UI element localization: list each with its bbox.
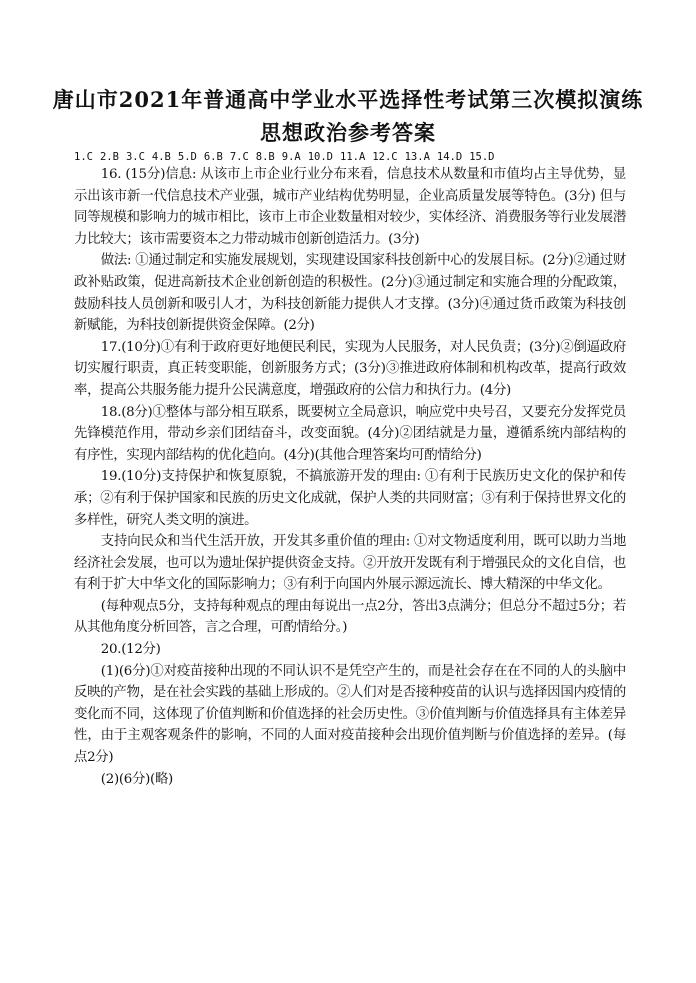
answer-item: 12.C [372,151,398,163]
answer-item: 4.B [151,151,171,163]
answer-item: 2.B [99,151,119,163]
answer-paragraph-q20-part2: (2)(6分)(略) [100,771,173,787]
answer-item: 5.D [177,151,197,163]
answer-paragraph-q19-open: 支持向民众和当代生活开放，开发其多重价值的理由: ①对文物适度利用，既可以助力当地经济社会发展，也可以为遗址保护提供资金支持。②开放开发既有利于增强民众的文化自信，也有利于扩大中华文化的国际影响力；③有利于向国内外展示源远流长、博大精深的中华文化。 [74,534,626,593]
answer-paragraph-q17: 17.(10分)①有利于政府更好地便民利民，实现为人民服务，对人民负责；(3分)②倒逼政府切实履行职责，真正转变职能，创新服务方式；(3分)③推进政府体制和机构改革，提高行政效率，提高公共服务能力提升公民满意度，增强政府的公信力和执行力。(4分) [74,339,626,398]
answer-paragraph-q16-methods: 做法: ①通过制定和实施发展规划，实现建设国家科技创新中心的发展目标。(2分)②通过财政补贴政策，促进高新技术企业创新创造的积极性。(2分)③通过制定和实施合理的分配政策，鼓励科技人员创新和吸引人才，为科技创新能力提供人才支撑。(3分)④通过货币政策为科技创新赋能，为科技创新提供资金保障。(2分) [74,253,626,334]
answer-item: 10.D [307,151,334,163]
answer-paragraph-q19-protect: 19.(10分)支持保护和恢复原貌，不搞旅游开发的理由: ①有利于民族历史文化的保护和传承；②有利于保护国家和民族的历史文化成就，保护人类的共同财富；③有利于保持世界文化的多样性，研究人类文明的演进。 [74,469,626,528]
answer-body [74,164,626,790]
answer-item: 7.C [229,151,249,163]
answer-item: 6.B [203,151,223,163]
answer-item: 11.A [340,151,366,163]
answer-item: 1.C [74,151,93,163]
document-subtitle: 思想政治参考答案 [260,120,436,145]
answer-paragraph-q18: 18.(8分)①整体与部分相互联系，既要树立全局意识，响应党中央号召，又要充分发挥党员先锋模范作用，带动乡亲们团结奋斗，改变面貌。(4分)②团结就是力量，遵循系统内部结构的有序性，实现内部结构的优化趋向。(4分)(其他合理答案均可酌情给分) [74,404,626,463]
answer-item: 3.C [125,151,145,163]
answer-item: 9.A [281,151,301,163]
answer-item: 13.A [404,151,430,163]
answer-paragraph-q20-heading: 20.(12分) [100,642,161,658]
answer-item: 14.D [436,151,463,163]
answer-item: 8.B [255,151,275,163]
answer-paragraph-q20-part1: (1)(6分)①对疫苗接种出现的不同认识不是凭空产生的，而是社会存在在不同的人的头脑中反映的产物，是在社会实践的基础上形成的。②人们对是否接种疫苗的认识与选择因国内疫情的变化而不同，这体现了价值判断和价值选择的社会历史性。③价值判断与价值选择具有主体差异性，由于主观客观条件的影响，不同的人面对疫苗接种会出现价值判断与价值选择的差异。(每点2分) [74,663,626,766]
answer-paragraph-q16-info: 16. (15分)信息: 从该市上市企业行业分布来看，信息技术从数量和市值均占主导优势，显示出该市新一代信息技术产业强，城市产业结构优势明显，企业高质量发展等特色。(3分) 但与同等规模和影响力的城市相比，该市上市企业数量相对较少，实体经济、消费服务等行业发展潜力比较大；该市需要资本之力带动城市创新创造活力。(3分) [74,167,626,247]
answer-paragraph-q19-scoring: (每种观点5分，支持每种观点的理由每说出一点2分，答出3点满分；但总分不超过5分；若从其他角度分析回答，言之合理，可酌情给分。) [74,598,626,636]
answer-item: 15.D [469,151,495,163]
document-title: 唐山市2021年普通高中学业水平选择性考试第三次模拟演练 [52,87,644,112]
